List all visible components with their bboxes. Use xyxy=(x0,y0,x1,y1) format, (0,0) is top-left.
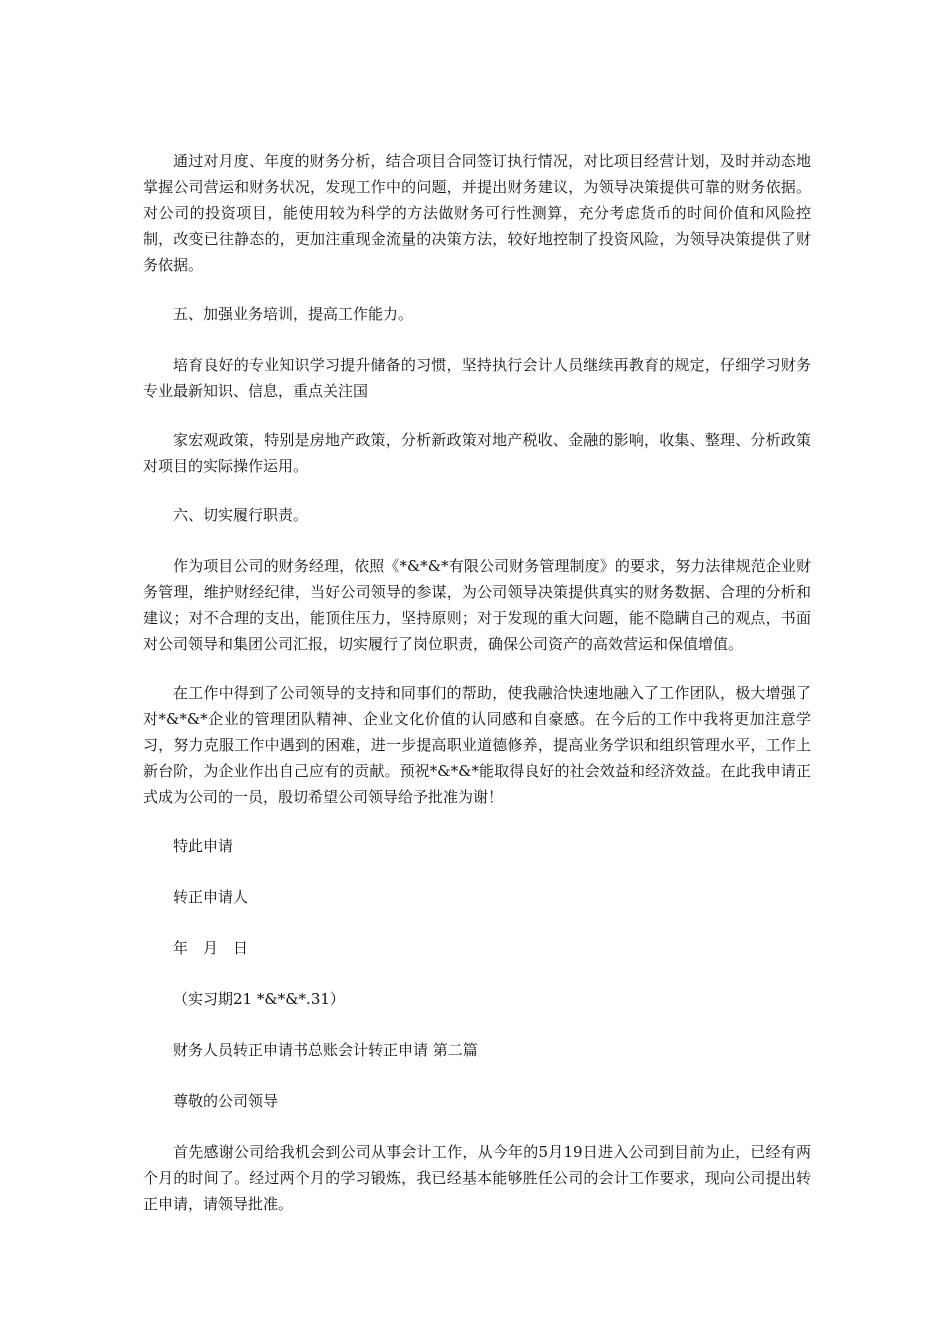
date-line: 年 月 日 xyxy=(173,939,249,957)
salutation: 尊敬的公司领导 xyxy=(173,1092,279,1110)
section-heading-training: 五、加强业务培训，提高工作能力。 xyxy=(173,305,414,323)
internship-period: （实习期21 *&*&*.31） xyxy=(173,990,345,1008)
paragraph-duties: 作为项目公司的财务经理，依照《*&*&*有限公司财务管理制度》的要求，努力法律规范企业财务管理，维护财经纪律，当好公司领导的参谋，为公司领导决策提供真实的财务数据、合理的分析和建议；对不合理的支出，能顶住压力，坚持原则；对于发现的重大问题，能不隐瞒自己的观点，书面对公司领导和集团公司汇报，切实履行了岗位职责，确保公司资产的高效营运和保值增值。 xyxy=(143,557,811,653)
paragraph-conclusion: 在工作中得到了公司领导的支持和同事们的帮助，使我融洽快速地融入了工作团队，极大增强了对*&*&*企业的管理团队精神、企业文化价值的认同感和自豪感。在今后的工作中我将更加注意学习，努力克服工作中遇到的困难，进一步提高职业道德修养，提高业务学识和组织管理水平，工作上新台阶，为企业作出自己应有的贡献。预祝*&*&*能取得良好的社会效益和经济效益。在此我申请正式成为公司的一员，殷切希望公司领导给予批准为谢！ xyxy=(143,684,811,806)
closing-remark: 特此申请 xyxy=(173,837,234,855)
applicant-label: 转正申请人 xyxy=(173,888,249,906)
document-page xyxy=(143,148,811,1240)
paragraph-macro-policy: 家宏观政策，特别是房地产政策，分析新政策对地产税收、金融的影响，收集、整理、分析政策对项目的实际操作运用。 xyxy=(143,431,811,475)
paragraph-financial-analysis: 通过对月度、年度的财务分析，结合项目合同签订执行情况，对比项目经营计划，及时并动态地掌握公司营运和财务状况，发现工作中的问题，并提出财务建议，为领导决策提供可靠的财务依据。对公司的投资项目，能使用较为科学的方法做财务可行性测算，充分考虑货币的时间价值和风险控制，改变已往静态的，更加注重现金流量的决策方法，较好地控制了投资风险，为领导决策提供了财务依据。 xyxy=(143,152,811,274)
paragraph-training: 培育良好的专业知识学习提升储备的习惯，坚持执行会计人员继续再教育的规定，仔细学习财务专业最新知识、信息，重点关注国 xyxy=(143,356,811,400)
paragraph-opening: 首先感谢公司给我机会到公司从事会计工作，从今年的5月19日进入公司到目前为止，已经有两个月的时间了。经过两个月的学习锻炼，我已经基本能够胜任公司的会计工作要求，现向公司提出转正申请，请领导批准。 xyxy=(143,1143,811,1213)
document-title-part-two: 财务人员转正申请书总账会计转正申请 第二篇 xyxy=(173,1041,478,1059)
section-heading-duties: 六、切实履行职责。 xyxy=(173,506,309,524)
